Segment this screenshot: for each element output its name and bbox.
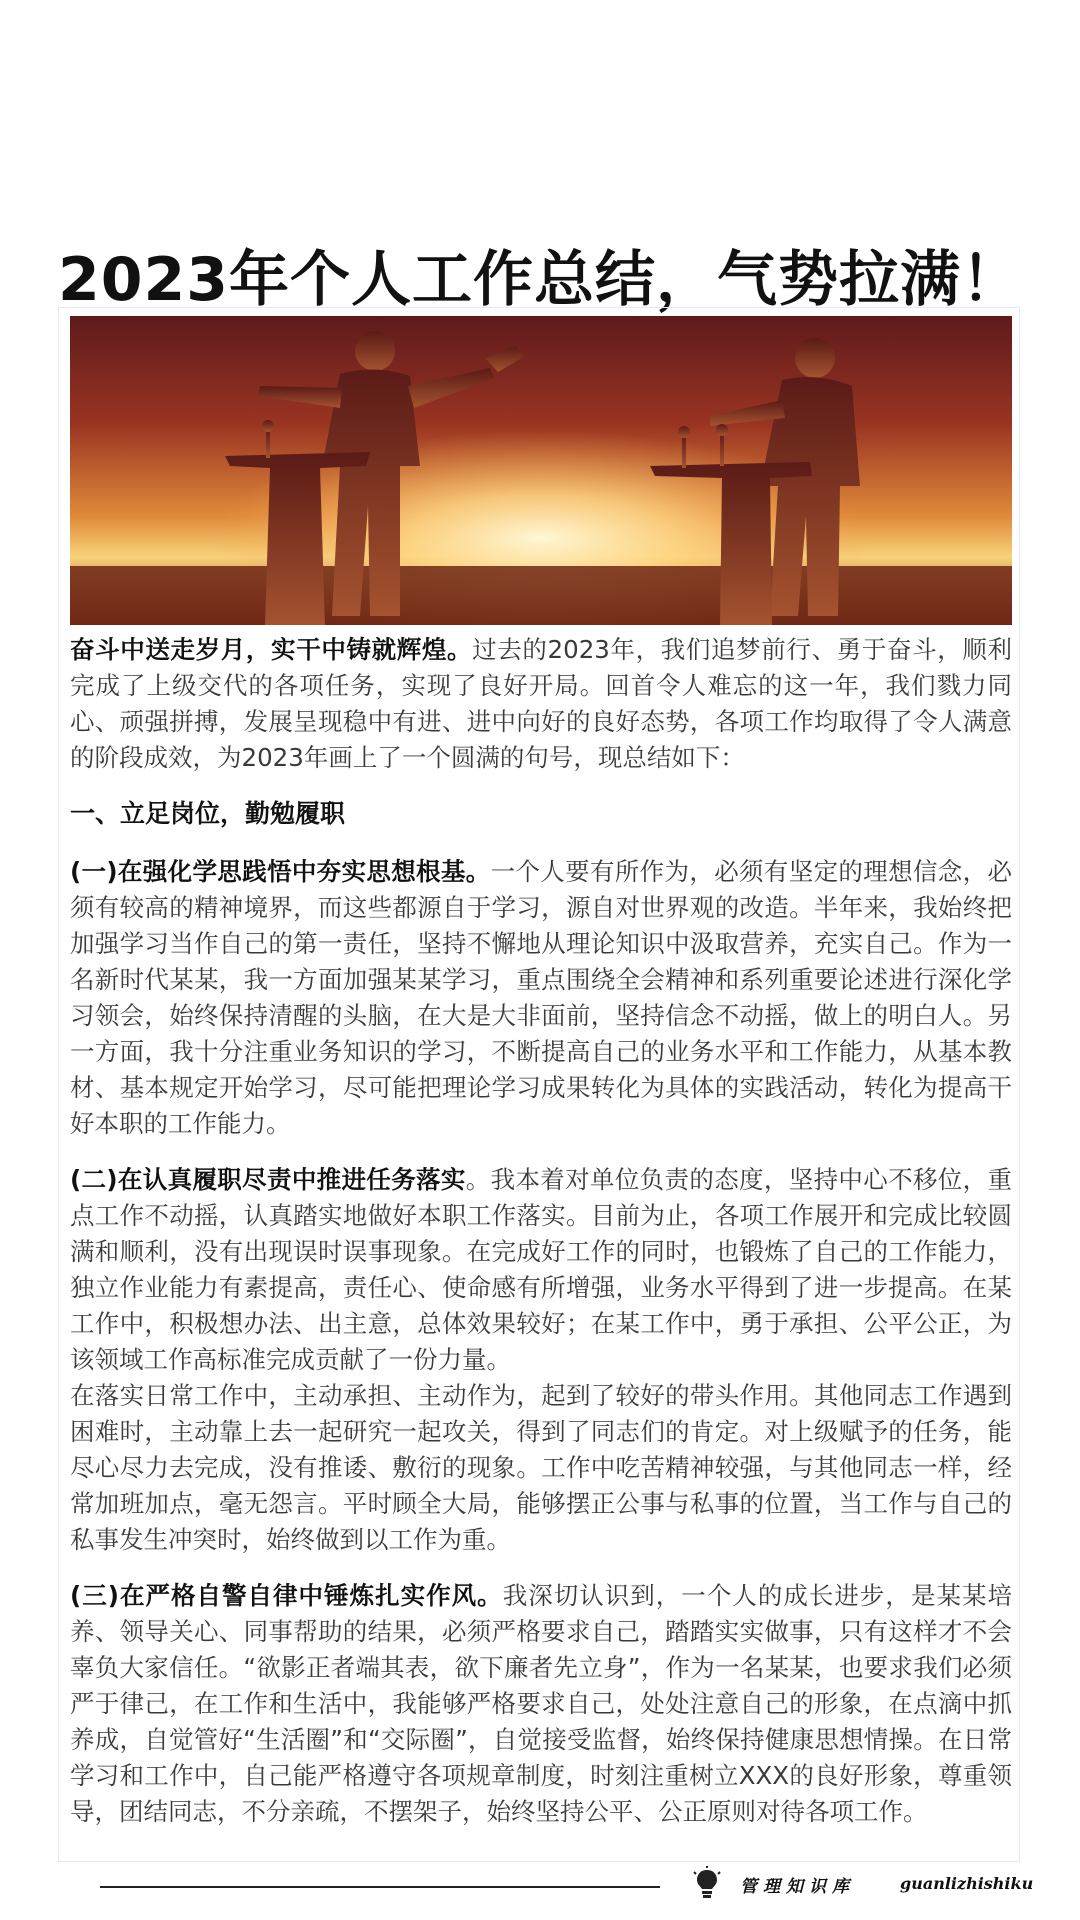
item-3-paragraph	[70, 1578, 1012, 1830]
intro-paragraph	[70, 632, 1012, 776]
hero-image-debate-silhouettes	[70, 316, 1012, 625]
section-heading-1: 一、立足岗位，勤勉履职	[70, 799, 346, 828]
item-1-lead: (一)在强化学思践悟中夯实思想根基。	[70, 857, 491, 886]
item-1-text: 一个人要有所作为，必须有坚定的理想信念，必须有较高的精神境界，而这些都源自于学习，源自对世界观的改造。半年来，我始终把加强学习当作自己的第一责任，坚持不懈地从理论知识中汲取营养，充实自己。作为一名新时代某某，我一方面加强某某学习，重点围绕全会精神和系列重要论述进行深化学习领会，始终保持清醒的头脑，在大是大非面前，坚持信念不动摇，做上的明白人。另一方面，我十分注重业务知识的学习，不断提高自己的业务水平和工作能力，从基本教材、基本规定开始学习，尽可能把理论学习成果转化为具体的实践活动，转化为提高干好本职的工作能力。	[70, 857, 1012, 1138]
item-1-paragraph	[70, 854, 1012, 1142]
footer-brand-pinyin: guanlizhishiku	[900, 1874, 1034, 1893]
intro-text: 过去的2023年，我们追梦前行、勇于奋斗，顺利完成了上级交代的各项任务，实现了良好开局。回首令人难忘的这一年，我们戮力同心、顽强拼搏，发展呈现稳中有进、进中向好的良好态势，各项工作均取得了令人满意的阶段成效，为2023年画上了一个圆满的句号，现总结如下：	[70, 635, 1012, 772]
item-2-text2: 在落实日常工作中，主动承担、主动作为，起到了较好的带头作用。其他同志工作遇到困难时，主动靠上去一起研究一起攻关，得到了同志们的肯定。对上级赋予的任务，能尽心尽力去完成，没有推诿、敷衍的现象。工作中吃苦精神较强，与其他同志一样，经常加班加点，毫无怨言。平时顾全大局，能够摆正公事与私事的位置，当工作与自己的私事发生冲突时，始终做到以工作为重。	[70, 1381, 1012, 1554]
article-body	[70, 632, 1012, 1850]
item-3-text: 我深切认识到，一个人的成长进步，是某某培养、领导关心、同事帮助的结果，必须严格要求自己，踏踏实实做事，只有这样才不会辜负大家信任。“欲影正者端其表，欲下廉者先立身”，作为一名某某，也要求我们必须严于律己，在工作和生活中，我能够严格要求自己，处处注意自己的形象，在点滴中抓养成，自觉管好“生活圈”和“交际圈”，自觉接受监督，始终保持健康思想情操。在日常学习和工作中，自己能严格遵守各项规章制度，时刻注重树立XXX的良好形象，尊重领导，团结同志，不分亲疏，不摆架子，始终坚持公平、公正原则对待各项工作。	[70, 1581, 1012, 1826]
hero-illustration	[70, 316, 1012, 625]
intro-lead: 奋斗中送走岁月，实干中铸就辉煌。	[70, 635, 473, 664]
footer-divider	[100, 1886, 660, 1888]
item-3-lead: (三)在严格自警自律中锤炼扎实作风。	[70, 1581, 503, 1610]
item-2-paragraph-continued	[70, 1378, 1012, 1558]
item-2-paragraph	[70, 1162, 1012, 1378]
footer-brand-chinese: 管理知识库	[740, 1877, 855, 1897]
page-title: 2023年个人工作总结，气势拉满！	[58, 245, 1022, 315]
footer	[100, 1872, 1034, 1897]
item-2-text: 。我本着对单位负责的态度，坚持中心不移位，重点工作不动摇，认真踏实地做好本职工作落实。目前为止，各项工作展开和完成比较圆满和顺利，没有出现误时误事现象。在完成好工作的同时，也锻炼了自己的工作能力，独立作业能力有素提高，责任心、使命感有所增强，业务水平得到了进一步提高。在某工作中，积极想办法、出主意，总体效果较好；在某工作中，勇于承担、公平公正，为该领域工作高标准完成贡献了一份力量。	[70, 1165, 1012, 1374]
item-2-lead: (二)在认真履职尽责中推进任务落实	[70, 1165, 466, 1194]
lightbulb-icon	[692, 1866, 722, 1900]
